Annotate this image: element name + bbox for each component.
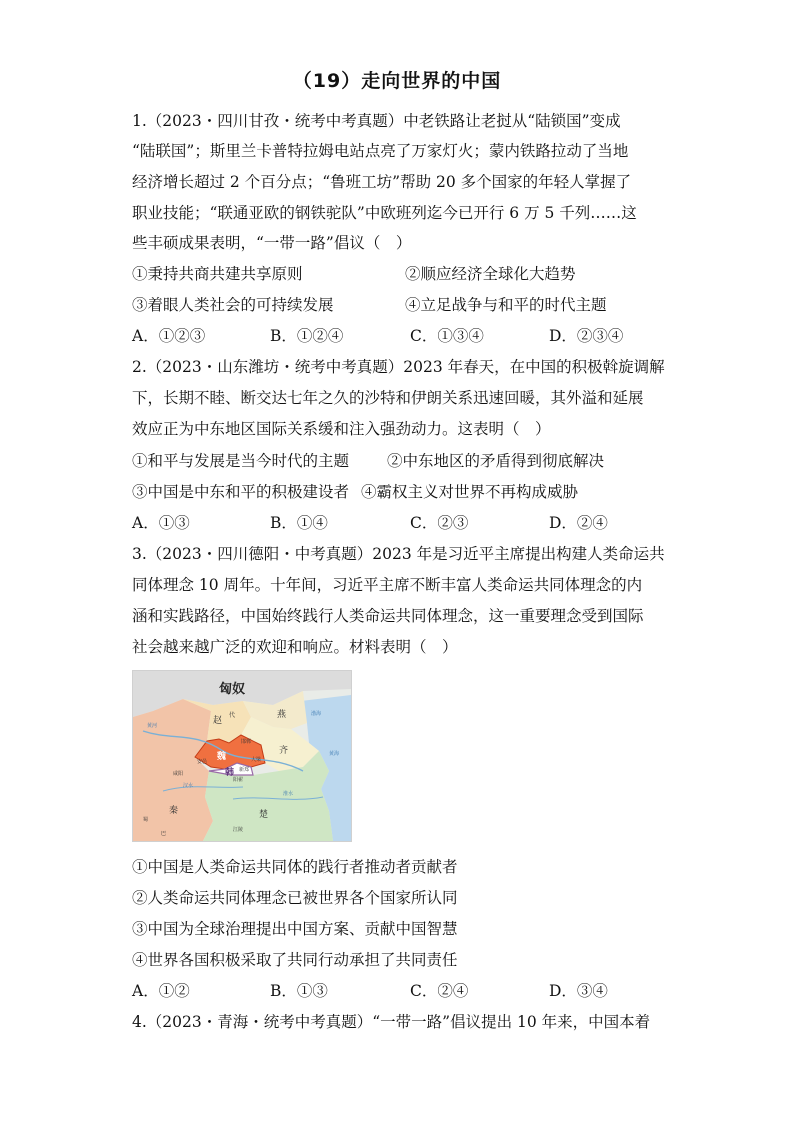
q3-choice-c[interactable]: C．②④ (410, 982, 469, 1000)
q1-choice-a[interactable]: A．①②③ (132, 327, 206, 345)
label-ba: 巴 (161, 831, 167, 837)
label-hanshui: 汉水 (183, 783, 194, 789)
q1-option-3: ③着眼人类社会的可持续发展 (132, 296, 334, 314)
label-xiongnu: 匈奴 (219, 682, 246, 697)
q2-option-1: ①和平与发展是当今时代的主题 (132, 452, 350, 470)
label-qi: 齐 (279, 746, 289, 756)
q3-choice-a[interactable]: A．①② (132, 982, 190, 1000)
label-qin: 秦 (169, 806, 179, 816)
q2-option-2: ②中东地区的矛盾得到彻底解决 (387, 452, 605, 470)
q3-option-2: ②人类命运共同体理念已被世界各个国家所认同 (132, 889, 458, 907)
label-xinzheng: 新郑 (239, 767, 250, 773)
q1-option-4: ④立足战争与和平的时代主题 (405, 296, 607, 314)
q3-option-1: ①中国是人类命运共同体的践行者推动者贡献者 (132, 858, 458, 876)
warring-states-map (132, 670, 352, 842)
q3-line-1: 3.（2023・四川德阳・中考真题）2023 年是习近平主席提出构建人类命运共 (132, 545, 665, 563)
q2-option-4: ④霸权主义对世界不再构成威胁 (361, 483, 579, 501)
label-bohai: 渤海 (311, 711, 322, 717)
q2-line-1: 2.（2023・山东潍坊・统考中考真题）2023 年春天，在中国的积极斡旋调解 (132, 358, 665, 376)
label-zhao: 赵 (213, 716, 223, 726)
q3-line-3: 涵和实践路径，中国始终践行人类命运共同体理念，这一重要理念受到国际 (132, 607, 644, 625)
label-handan: 邯郸 (241, 739, 252, 745)
label-anyi: 安邑 (197, 759, 208, 765)
q4-line-1: 4.（2023・青海・统考中考真题）“一带一路”倡议提出 10 年来，中国本着 (132, 1013, 651, 1031)
label-yan: 燕 (277, 710, 287, 720)
label-daliang: 大梁 (251, 757, 262, 763)
q1-line-3: 经济增长超过 2 个百分点；“鲁班工坊”帮助 20 多个国家的年轻人掌握了 (132, 173, 632, 191)
q1-line-2: “陆联国”；斯里兰卡普特拉姆电站点亮了万家灯火；蒙内铁路拉动了当地 (132, 142, 629, 160)
q1-choice-b[interactable]: B．①②④ (270, 327, 344, 345)
q3-choice-b[interactable]: B．①③ (270, 982, 328, 1000)
label-wei: 魏 (217, 752, 227, 762)
label-dai: 代 (229, 712, 236, 719)
q1-option-1: ①秉持共商共建共享原则 (132, 265, 303, 283)
q2-choice-c[interactable]: C．②③ (410, 514, 469, 532)
q1-line-5: 些丰硕成果表明，“一带一路”倡议（ ） (132, 234, 412, 252)
q1-line-4: 职业技能；“联通亚欧的钢铁驼队”中欧班列迄今已开行 6 万 5 千列……这 (132, 204, 637, 222)
label-shu: 蜀 (143, 817, 149, 823)
q3-line-2: 同体理念 10 周年。十年间，习近平主席不断丰富人类命运共同体理念的内 (132, 576, 643, 594)
q3-line-4: 社会越来越广泛的欢迎和响应。材料表明（ ） (132, 638, 458, 656)
q2-choice-a[interactable]: A．①③ (132, 514, 190, 532)
q3-option-3: ③中国为全球治理提出中国方案、贡献中国智慧 (132, 920, 458, 938)
label-han: 韩 (225, 768, 235, 778)
q2-line-3: 效应正为中东地区国际关系缓和注入强劲动力。这表明（ ） (132, 420, 551, 438)
q1-line-1: 1.（2023・四川甘孜・统考中考真题）中老铁路让老挝从“陆锁国”变成 (132, 112, 621, 130)
q2-choice-d[interactable]: D．②④ (549, 514, 608, 532)
map-graphic (133, 671, 351, 841)
q1-option-2: ②顺应经济全球化大趋势 (405, 265, 576, 283)
label-huanghe: 黄河 (147, 723, 158, 729)
q1-choice-c[interactable]: C．①③④ (410, 327, 484, 345)
q3-option-4: ④世界各国积极采取了共同行动承担了共同责任 (132, 951, 458, 969)
label-huanghai: 黄海 (329, 751, 340, 757)
label-yangzhai: 阳翟 (233, 777, 244, 783)
q1-choice-d[interactable]: D．②③④ (549, 327, 624, 345)
label-huaishui: 淮水 (283, 791, 294, 797)
q2-option-3: ③中国是中东和平的积极建设者 (132, 483, 350, 501)
label-jiangling: 江陵 (233, 827, 244, 833)
q3-choice-d[interactable]: D．③④ (549, 982, 608, 1000)
label-xianyang: 咸阳 (173, 771, 184, 777)
label-chu: 楚 (259, 810, 269, 820)
q2-line-2: 下，长期不睦、断交达七年之久的沙特和伊朗关系迅速回暖，其外溢和延展 (132, 389, 644, 407)
q2-choice-b[interactable]: B．①④ (270, 514, 328, 532)
page-title: （19）走向世界的中国 (292, 70, 502, 92)
